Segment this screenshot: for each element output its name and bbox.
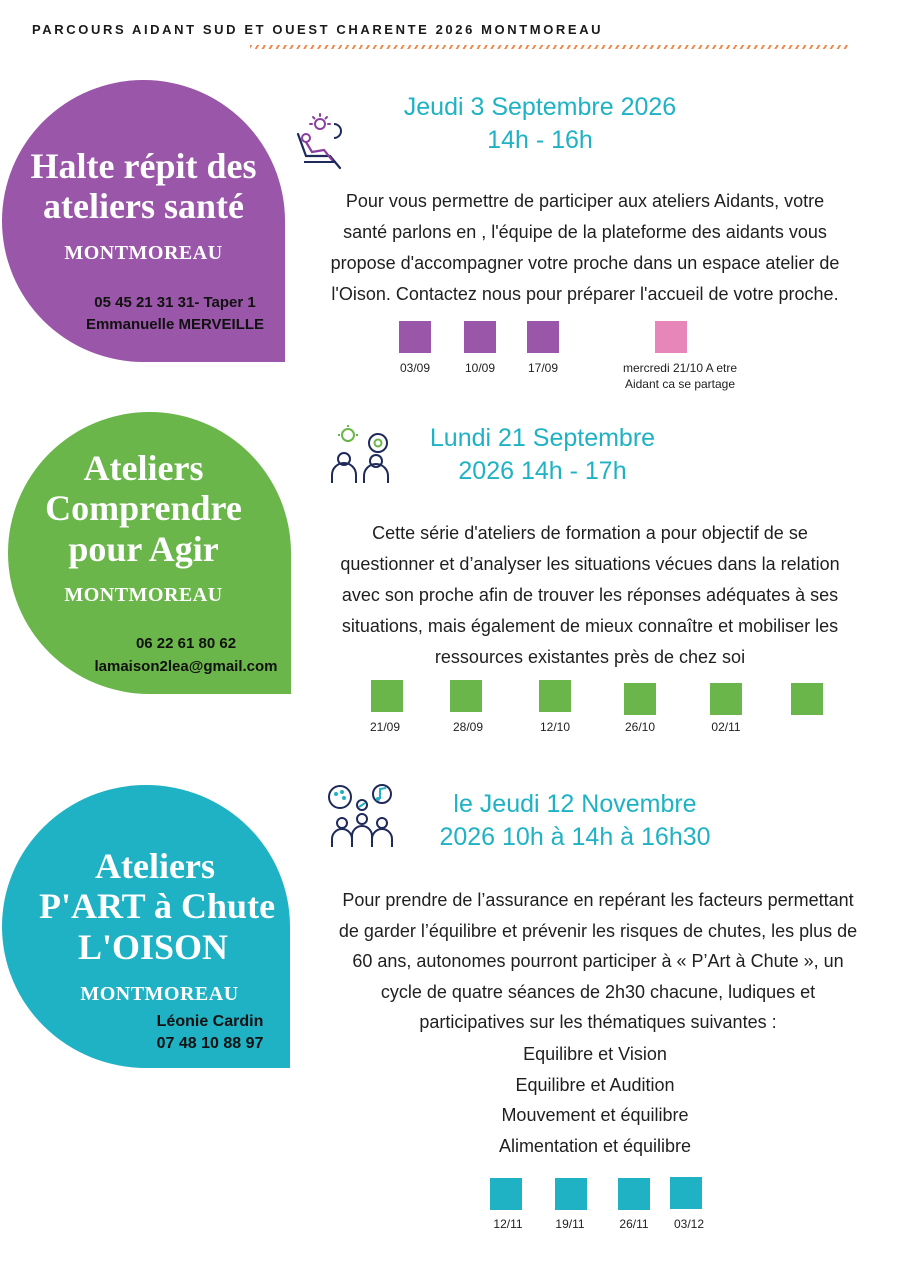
group-art-music-icon xyxy=(326,783,398,849)
session-marker xyxy=(539,680,571,712)
session-marker xyxy=(624,683,656,715)
session-date-label: 28/09 xyxy=(452,720,484,734)
session-marker xyxy=(399,321,431,353)
session-date-label: 19/11 xyxy=(555,1217,585,1231)
section-halte-repit-title: Halte répit des ateliers santé xyxy=(30,146,257,227)
session-marker xyxy=(670,1177,702,1209)
section-comprendre-title: Ateliers Comprendre pour Agir xyxy=(45,448,242,569)
session-marker xyxy=(490,1178,522,1210)
session-date-label: 02/11 xyxy=(711,720,741,734)
two-people-idea-chat-icon xyxy=(326,425,396,485)
section-halte-repit-description: Pour vous permettre de participer aux ateliers Aidants, votre santé parlons en , l'équipe de la plateforme des aidants vous propose d'accompagner votre proche dans un espace atelier de l'Oison. Contactez nous pour préparer l'accueil de votre proche. xyxy=(330,191,840,304)
section-comprendre-date: Lundi 21 Septembre 2026 14h - 17h xyxy=(429,424,656,485)
session-date-label: 12/11 xyxy=(493,1217,523,1231)
session-date-label: 12/10 xyxy=(539,720,571,734)
section-halte-repit-date: Jeudi 3 Septembre 2026 14h - 16h xyxy=(403,93,677,154)
header-divider xyxy=(250,45,848,49)
section-comprendre-description: Cette série d'ateliers de formation a pour objectif de se questionner et d’analyser les situations vécues dans la relation avec son proche afin de trouver les réponses adéquates à ses situations, mais également de mieux connaître et mobiliser les ressources existantes près de chez soi xyxy=(340,523,840,667)
session-date-label: 17/09 xyxy=(527,361,559,375)
person-relaxing-chair-icon xyxy=(292,112,352,174)
section-halte-repit-city: MONTMOREAU xyxy=(64,242,223,264)
section-part-a-chute-city: MONTMOREAU xyxy=(80,983,239,1005)
session-date-label: 26/10 xyxy=(624,720,656,734)
section-halte-repit-contact: 05 45 21 31 31- Taper 1 Emmanuelle MERVEILLE xyxy=(85,294,265,333)
section-part-a-chute-title: Ateliers P'ART à Chute L'OISON xyxy=(38,846,276,967)
session-marker xyxy=(710,683,742,715)
session-marker xyxy=(555,1178,587,1210)
section-part-a-chute-contact: Léonie Cardin 07 48 10 88 97 xyxy=(156,1013,264,1052)
theme-item: Alimentation et équilibre xyxy=(498,1135,692,1156)
section-comprendre-city: MONTMOREAU xyxy=(64,584,223,606)
session-marker xyxy=(450,680,482,712)
session-date-label: 03/09 xyxy=(399,361,431,375)
session-date-label: 03/12 xyxy=(673,1217,705,1231)
session-marker xyxy=(527,321,559,353)
theme-item: Mouvement et équilibre xyxy=(501,1105,689,1126)
session-date-label: 26/11 xyxy=(619,1217,649,1231)
section-comprendre-contact: 06 22 61 80 62 lamaison2lea@gmail.com xyxy=(94,635,278,675)
section-part-a-chute-date: le Jeudi 12 Novembre 2026 10h à 14h à 16h30 xyxy=(439,790,711,851)
session-date-label: 10/09 xyxy=(464,361,496,375)
session-marker xyxy=(464,321,496,353)
session-date-label: 21/09 xyxy=(369,720,401,734)
section-part-a-chute-themes xyxy=(440,1039,750,1161)
session-marker xyxy=(791,683,823,715)
theme-item: Equilibre et Audition xyxy=(515,1074,675,1095)
session-marker xyxy=(655,321,687,353)
page-title: PARCOURS AIDANT SUD ET OUEST CHARENTE 2026 MONTMOREAU xyxy=(32,22,604,37)
section-part-a-chute-description: Pour prendre de l’assurance en repérant les facteurs permettant de garder l’équilibre et prévenir les risques de chutes, les plus de 60 ans, autonomes pourront participer à « P’Art à Chute », un cycle de quatre séances de 2h30 chacune, ludiques et participatives sur les thématiques suivantes : xyxy=(338,890,858,1033)
theme-item: Equilibre et Vision xyxy=(523,1044,667,1064)
session-marker xyxy=(371,680,403,712)
session-marker xyxy=(618,1178,650,1210)
session-date-label: mercredi 21/10 A etre Aidant ca se partage xyxy=(622,361,738,391)
